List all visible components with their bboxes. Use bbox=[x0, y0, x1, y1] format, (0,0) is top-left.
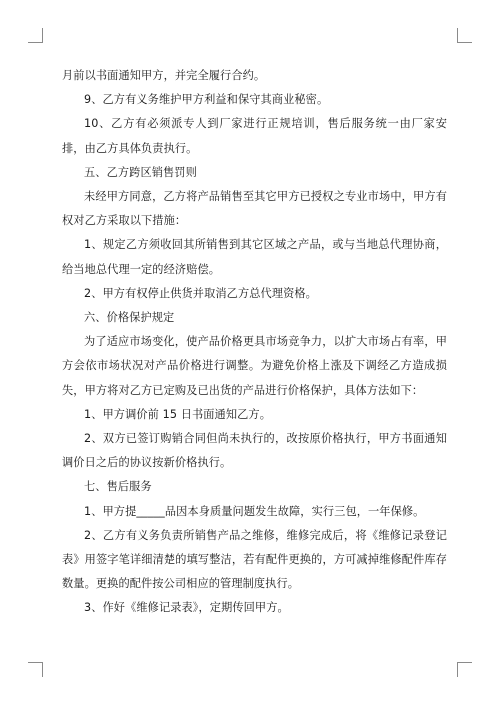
paragraph: 1、甲方调价前 15 日书面通知乙方。 bbox=[84, 407, 271, 421]
paragraph: 2、乙方有义务负责所销售产品之维修，维修完成后，将《维修记录登记表》用签字笔详细清楚的填写整洁，若有配件更换的，方可减掉维修配件库存数量。更换的配件按公司相应的管理制度执行。 bbox=[62, 528, 447, 591]
crop-mark-bottom-left bbox=[28, 662, 43, 677]
paragraph: 月前以书面通知甲方，并完全履行合约。 bbox=[62, 69, 266, 82]
crop-mark-top-right bbox=[457, 28, 472, 43]
paragraph: 五、乙方跨区销售罚则 bbox=[84, 165, 197, 179]
paragraph: 1、甲方提_____品因本身质量问题发生故障，实行三包，一年保修。 bbox=[84, 504, 425, 518]
paragraph: 为了适应市场变化，使产品价格更具市场竞争力，以扩大市场占有率，甲方会依市场状况对产品价格进行调整。为避免价格上涨及下调经乙方造成损失，甲方将对乙方已定购及已出货的产品进行价格保护，具体方法如下： bbox=[62, 335, 447, 397]
paragraph: 六、价格保护规定 bbox=[84, 311, 175, 325]
paragraph: 9、乙方有义务维护甲方利益和保守其商业秘密。 bbox=[84, 93, 329, 107]
paragraph: 3、作好《维修记录表》，定期传回甲方。 bbox=[84, 601, 289, 615]
crop-mark-bottom-right bbox=[457, 662, 472, 677]
document-body bbox=[62, 64, 447, 621]
crop-mark-top-left bbox=[28, 28, 43, 43]
paragraph: 七、售后服务 bbox=[84, 480, 152, 494]
paragraph: 10、乙方有必须派专人到厂家进行正规培训，售后服务统一由厂家安排，由乙方具体负责执行。 bbox=[62, 117, 447, 155]
paragraph: 1、规定乙方须收回其所销售到其它区域之产品，或与当地总代理协商，给当地总代理一定的经济赔偿。 bbox=[62, 238, 447, 276]
paragraph: 2、甲方有权停止供货并取消乙方总代理资格。 bbox=[84, 286, 317, 300]
paragraph: 2、双方已签订购销合同但尚未执行的，改按原价格执行，甲方书面通知调价日之后的协议按新价格执行。 bbox=[62, 432, 447, 470]
paragraph: 未经甲方同意，乙方将产品销售至其它甲方已授权之专业市场中，甲方有权对乙方采取以下措施： bbox=[62, 190, 447, 228]
